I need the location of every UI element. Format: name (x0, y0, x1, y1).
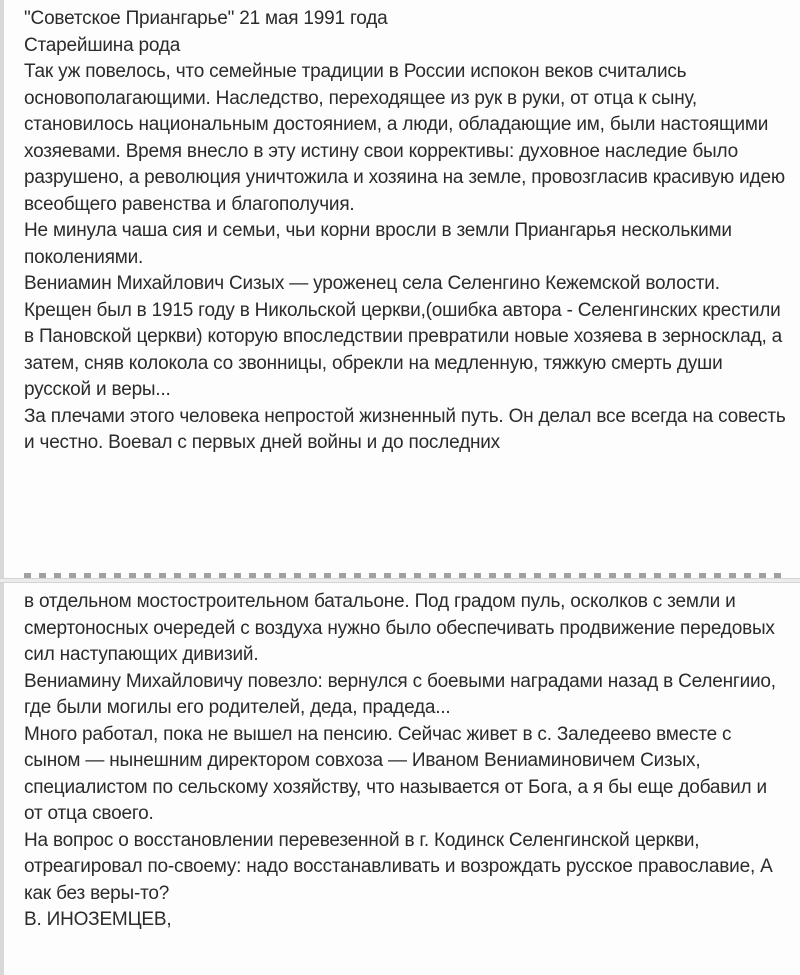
article-text-bottom (24, 589, 786, 934)
paragraph-2: Не минула чаша сия и семьи, чьи корни вросли в земли Приангарья несколькими поколениями. (24, 220, 732, 268)
clipping-fragment-bottom (0, 583, 800, 975)
paragraph-3: Вениамин Михайлович Сизых — уроженец села Селенгино Кежемской волости. Крещен был в 1915 году в Никольской церкви,(ошибка автора - Селенгинских крестили в Пановской церкви) которую впоследствии превратили новые хозяева в зерносклад, а затем, сняв колокола со звонницы, обрекли на медленную, тяжкую смерть души русской и веры... (24, 273, 783, 400)
paragraph-4-top: За плечами этого человека непростой жизненный путь. Он делал все всегда на совесть и честно. Воевал с первых дней войны и до последних (24, 405, 786, 453)
paragraph-7: На вопрос о восстановлении перевезенной в г. Кодинск Селенгинской церкви, отреагировал по-своему: надо восстанавливать и возрождать русское православие, А как без веры-то? (24, 829, 773, 904)
newspaper-source: "Советское Приангарье" 21 мая 1991 года (24, 8, 388, 29)
author-signature: В. ИНОЗЕМЦЕВ, (24, 909, 172, 930)
article-title: Старейшина рода (24, 34, 181, 56)
article-text-top (24, 6, 786, 457)
paragraph-4-bottom: в отдельном мостостроительном батальоне. Под градом пуль, осколков с земли и смертоносных очередей с воздуха нужно было обеспечивать продвижение передовых сил наступающих дивизий. (24, 591, 775, 665)
paragraph-5: Вениамину Михайловичу повезло: вернулся с боевыми наградами назад в Селенгиио, где были могилы его родителей, деда, прадеда... (24, 670, 776, 718)
paragraph-6: Много работал, пока не вышел на пенсию. Сейчас живет в с. Заледеево вместе с сыном — нынешним директором совхоза — Иваном Вениаминовичем Сизых, специалистом по сельскому хозяйству, что называется от Бога, а я бы еще добавил и от отца своего. (24, 723, 767, 824)
paragraph-1: Так уж повелось, что семейные традиции в России испокон веков считались основополагающими. Наследство, переходящее из рук в руки, от отца к сыну, становилось национальным достоянием, а люди, обладающие им, были настоящими хозяевами. Время внесло в эту истину свои коррективы: духовное наследие было разрушено, а революция уничтожила и хозяина на земле, провозгласив красивую идею всеобщего равенства и благополучия. (24, 61, 785, 215)
